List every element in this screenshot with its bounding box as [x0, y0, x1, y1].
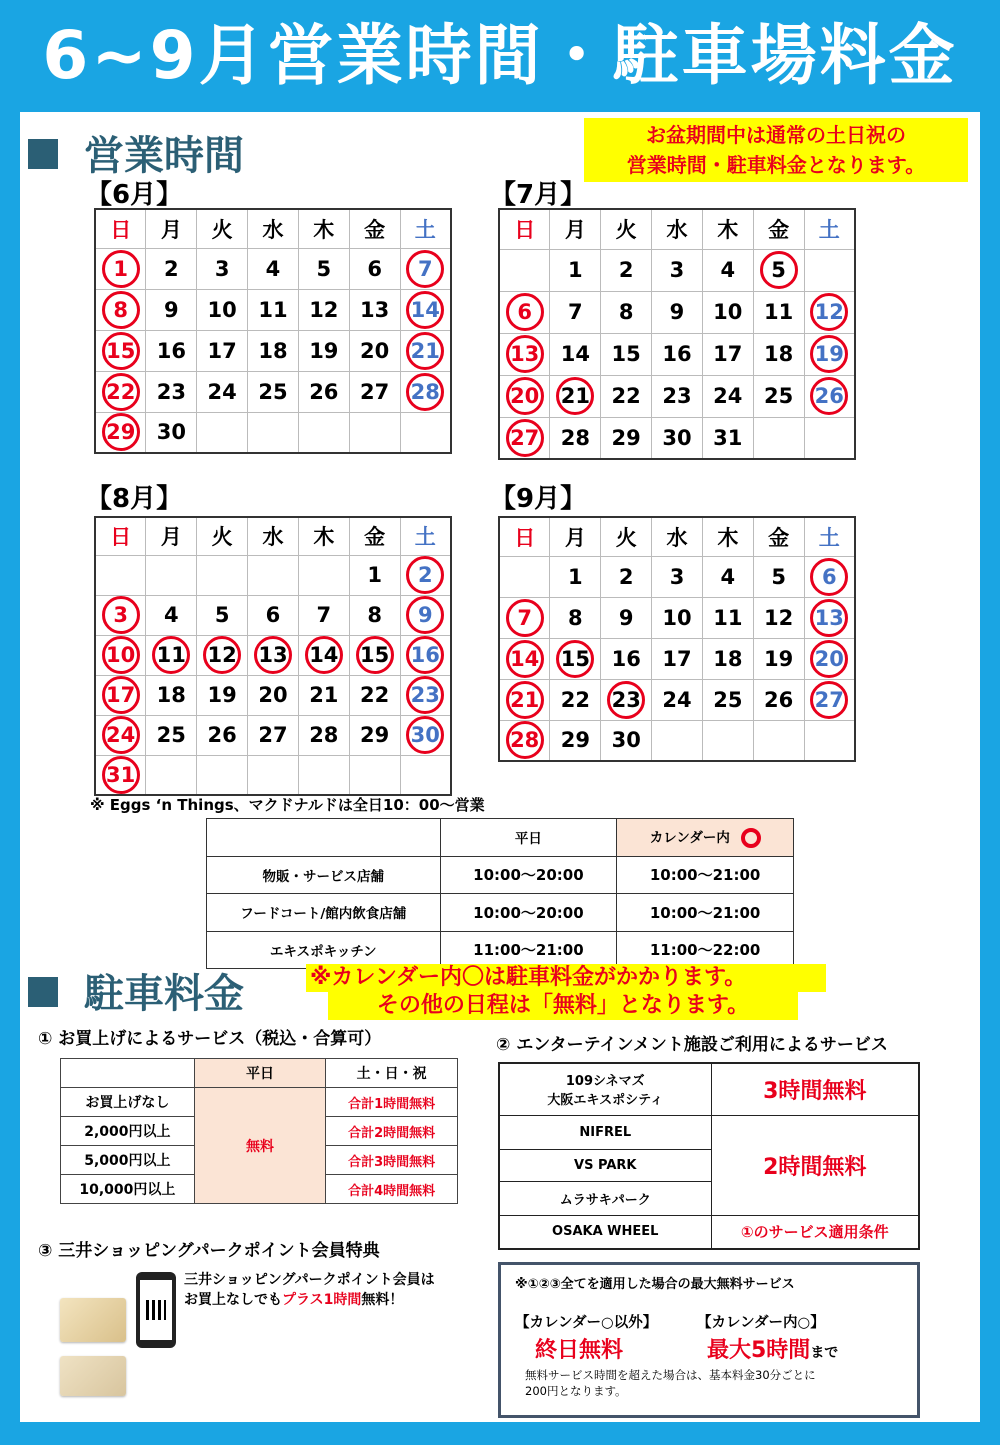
calendar-day	[400, 755, 451, 795]
calendar-day: 24	[197, 371, 248, 412]
circled-day: 19	[810, 335, 848, 373]
circled-day: 23	[406, 676, 444, 714]
purchase-service-table	[60, 1058, 458, 1204]
content-sheet	[20, 112, 980, 1422]
circled-day: 23	[607, 681, 645, 719]
calendar-day	[197, 635, 248, 675]
table-row: エキスポキッチン 11:00～21:00 11:00～22:00	[207, 931, 794, 969]
calendar-day	[499, 333, 550, 375]
circled-day: 6	[506, 293, 544, 331]
calendar-day	[248, 755, 299, 795]
circled-day: 14	[406, 291, 444, 329]
calendar-day	[349, 635, 400, 675]
service1-title: ① お買上げによるサービス（税込・合算可）	[38, 1029, 382, 1049]
calendar-day	[601, 679, 652, 720]
circled-day: 22	[102, 373, 140, 411]
calendar-day	[804, 679, 855, 720]
september-label: 【9月】	[490, 484, 587, 514]
calendar-day: 5	[753, 556, 804, 597]
circled-day: 12	[810, 293, 848, 331]
circled-day: 21	[406, 332, 444, 370]
circled-day: 14	[506, 640, 544, 678]
calendar-day: 18	[146, 675, 197, 715]
calendar-day	[95, 248, 146, 289]
calendar-day	[499, 638, 550, 679]
calendar-day	[550, 638, 601, 679]
calendar-day	[400, 371, 451, 412]
calendar-day	[298, 635, 349, 675]
june-calendar	[94, 208, 452, 454]
calendar-day: 16	[146, 330, 197, 371]
calendar-day: 1	[550, 249, 601, 291]
calendar-day	[95, 555, 146, 595]
calendar-day: 12	[298, 289, 349, 330]
calendar-day	[499, 417, 550, 459]
calendar-day: 2	[601, 249, 652, 291]
circled-day: 24	[102, 716, 140, 754]
calendar-week	[95, 248, 451, 289]
circled-day: 8	[102, 291, 140, 329]
weekday-label: 月	[550, 517, 601, 556]
calendar-day	[95, 755, 146, 795]
circled-day: 15	[556, 640, 594, 678]
calendar-day: 5	[197, 595, 248, 635]
weekday-label: 水	[248, 517, 299, 555]
calendar-week	[95, 715, 451, 755]
service3-title: ③ 三井ショッピングパークポイント会員特典	[38, 1241, 380, 1261]
calendar-day: 6	[349, 248, 400, 289]
calendar-day	[248, 555, 299, 595]
calendar-week	[95, 289, 451, 330]
calendar-day: 25	[753, 375, 804, 417]
service2-title: ② エンターテインメント施設ご利用によるサービス	[496, 1035, 888, 1055]
parking-section-heading: 駐車料金	[28, 962, 244, 1019]
calendar-day	[753, 249, 804, 291]
square-bullet-icon	[28, 139, 58, 169]
calendar-day: 16	[652, 333, 703, 375]
calendar-day: 27	[349, 371, 400, 412]
calendar-day	[400, 555, 451, 595]
page-title: 6~9月営業時間・駐車場料金	[42, 17, 958, 94]
calendar-day	[349, 412, 400, 453]
circled-day: 17	[102, 676, 140, 714]
calendar-week	[499, 597, 855, 638]
circled-day: 26	[810, 377, 848, 415]
weekday-label: 月	[550, 209, 601, 249]
calendar-day: 26	[753, 679, 804, 720]
max-free-box: ※①②③全てを適用した場合の最大無料サービス 【カレンダー○以外】 終日無料 【カレンダー内○】 最大5時間まで 無料サービス時間を超えた場合は、基本料金30分ごとに 200円となります。	[498, 1262, 920, 1418]
point-card-image	[60, 1298, 126, 1342]
calendar-day: 2	[601, 556, 652, 597]
calendar-day	[248, 635, 299, 675]
calendar-day: 8	[601, 291, 652, 333]
circled-day: 31	[102, 756, 140, 794]
calendar-day	[298, 555, 349, 595]
calendar-day: 22	[550, 679, 601, 720]
circled-day: 11	[152, 636, 190, 674]
weekday-label: 土	[400, 517, 451, 555]
calendar-day	[804, 638, 855, 679]
calendar-day: 11	[753, 291, 804, 333]
calendar-week	[499, 333, 855, 375]
calendar-day: 25	[146, 715, 197, 755]
calendar-day: 3	[652, 556, 703, 597]
calendar-day: 19	[298, 330, 349, 371]
calendar-day	[400, 595, 451, 635]
calendar-day	[400, 289, 451, 330]
circled-day: 14	[305, 636, 343, 674]
calendar-day: 4	[702, 556, 753, 597]
calendar-day: 4	[248, 248, 299, 289]
circled-day: 1	[102, 250, 140, 288]
weekday-label: 火	[601, 517, 652, 556]
weekday-label: 水	[248, 209, 299, 248]
calendar-day	[146, 555, 197, 595]
circled-day: 3	[102, 596, 140, 634]
weekday-label: 日	[95, 209, 146, 248]
circled-day: 29	[102, 413, 140, 451]
calendar-day	[95, 675, 146, 715]
calendar-day: 18	[753, 333, 804, 375]
calendar-day	[804, 417, 855, 459]
circled-day: 2	[406, 556, 444, 594]
weekday-label: 木	[702, 517, 753, 556]
calendar-day: 29	[550, 720, 601, 761]
weekday-label: 日	[499, 517, 550, 556]
calendar-day: 11	[702, 597, 753, 638]
calendar-day: 13	[349, 289, 400, 330]
calendar-weekday-header	[95, 517, 451, 555]
calendar-week	[95, 595, 451, 635]
calendar-day	[499, 720, 550, 761]
calendar-day: 29	[349, 715, 400, 755]
calendar-day: 30	[601, 720, 652, 761]
calendar-day	[400, 675, 451, 715]
circled-day: 15	[356, 636, 394, 674]
weekday-label: 月	[146, 517, 197, 555]
calendar-day	[499, 291, 550, 333]
weekday-label: 木	[298, 209, 349, 248]
obon-notice: お盆期間中は通常の土日祝の 営業時間・駐車料金となります。	[584, 118, 968, 182]
table-row: VS PARK	[499, 1149, 919, 1181]
calendar-day: 26	[298, 371, 349, 412]
circled-day: 28	[406, 373, 444, 411]
calendar-week	[95, 330, 451, 371]
hours-section-heading: 営業時間	[28, 124, 244, 181]
calendar-day: 15	[601, 333, 652, 375]
calendar-day	[753, 417, 804, 459]
calendar-day: 8	[349, 595, 400, 635]
weekday-label: 土	[804, 209, 855, 249]
calendar-day	[499, 375, 550, 417]
calendar-day: 26	[197, 715, 248, 755]
calendar-day: 24	[702, 375, 753, 417]
calendar-day: 23	[652, 375, 703, 417]
calendar-day: 8	[550, 597, 601, 638]
table-row: OSAKA WHEEL ①のサービス適用条件	[499, 1215, 919, 1249]
gold-card-image	[60, 1356, 126, 1396]
weekday-label: 木	[702, 209, 753, 249]
weekday-label: 金	[753, 517, 804, 556]
circled-day: 21	[506, 681, 544, 719]
calendar-day	[753, 720, 804, 761]
circled-day: 7	[506, 599, 544, 637]
calendar-day	[197, 755, 248, 795]
weekday-label: 日	[95, 517, 146, 555]
calendar-day	[804, 291, 855, 333]
hours-table	[206, 818, 794, 969]
weekday-label: 水	[652, 517, 703, 556]
calendar-day	[400, 412, 451, 453]
red-circle-icon	[741, 828, 761, 848]
circled-day: 12	[203, 636, 241, 674]
parking-notice-2: その他の日程は「無料」となります。	[328, 992, 798, 1020]
calendar-day	[550, 375, 601, 417]
calendar-day: 27	[248, 715, 299, 755]
circled-day: 27	[810, 681, 848, 719]
calendar-day	[804, 720, 855, 761]
weekday-label: 金	[753, 209, 804, 249]
calendar-day: 23	[146, 371, 197, 412]
circled-day: 13	[810, 599, 848, 637]
calendar-day: 6	[248, 595, 299, 635]
calendar-day	[197, 412, 248, 453]
july-calendar	[498, 208, 856, 460]
september-calendar	[498, 516, 856, 762]
circled-day: 5	[760, 251, 798, 289]
calendar-day	[499, 679, 550, 720]
table-row: NIFREL 2時間無料	[499, 1115, 919, 1149]
calendar-day	[95, 330, 146, 371]
calendar-week	[95, 635, 451, 675]
calendar-day: 12	[753, 597, 804, 638]
calendar-day	[499, 597, 550, 638]
circled-day: 7	[406, 250, 444, 288]
circled-day: 6	[810, 558, 848, 596]
calendar-week	[95, 755, 451, 795]
calendar-week	[499, 638, 855, 679]
calendar-day: 25	[248, 371, 299, 412]
weekday-label: 木	[298, 517, 349, 555]
calendar-day	[400, 248, 451, 289]
calendar-day	[95, 412, 146, 453]
calendar-day	[349, 755, 400, 795]
august-label: 【8月】	[86, 484, 183, 514]
circled-day: 30	[406, 716, 444, 754]
calendar-day	[804, 333, 855, 375]
june-label: 【6月】	[86, 180, 183, 210]
calendar-day: 30	[146, 412, 197, 453]
calendar-day: 22	[349, 675, 400, 715]
weekday-label: 金	[349, 209, 400, 248]
calendar-week	[95, 555, 451, 595]
calendar-week	[499, 720, 855, 761]
calendar-day: 17	[197, 330, 248, 371]
calendar-day: 1	[349, 555, 400, 595]
hours-table-header: 平日 カレンダー内	[207, 819, 794, 857]
table-row: 物販・サービス店舗 10:00～20:00 10:00～21:00	[207, 856, 794, 894]
parking-notice-1: ※カレンダー内〇は駐車料金がかかります。	[306, 964, 826, 992]
calendar-day: 10	[702, 291, 753, 333]
weekday-label: 月	[146, 209, 197, 248]
circled-day: 28	[506, 721, 544, 759]
calendar-day	[248, 412, 299, 453]
calendar-day: 2	[146, 248, 197, 289]
calendar-weekday-header	[499, 209, 855, 249]
calendar-week	[499, 417, 855, 459]
table-row: 5,000円以上 合計3時間無料	[61, 1146, 458, 1175]
calendar-week	[499, 556, 855, 597]
calendar-day: 30	[652, 417, 703, 459]
calendar-day: 31	[702, 417, 753, 459]
calendar-day	[702, 720, 753, 761]
calendar-day	[146, 755, 197, 795]
weekday-label: 火	[197, 209, 248, 248]
calendar-week	[499, 375, 855, 417]
calendar-day	[95, 371, 146, 412]
table-row: 109シネマズ 大阪エキスポシティ 3時間無料	[499, 1063, 919, 1115]
calendar-day: 5	[298, 248, 349, 289]
calendar-day	[804, 597, 855, 638]
calendar-day: 1	[550, 556, 601, 597]
calendar-day: 4	[146, 595, 197, 635]
circled-day: 15	[102, 332, 140, 370]
square-bullet-icon	[28, 977, 58, 1007]
calendar-week	[499, 249, 855, 291]
eggs-note: ※ Eggs ‘n Things、マクドナルドは全日10：00～営業	[90, 796, 485, 814]
calendar-day: 9	[652, 291, 703, 333]
qr-code-icon	[140, 1280, 172, 1340]
calendar-day	[197, 555, 248, 595]
calendar-day	[95, 595, 146, 635]
calendar-day: 22	[601, 375, 652, 417]
calendar-day: 14	[550, 333, 601, 375]
calendar-day: 3	[652, 249, 703, 291]
calendar-day: 7	[550, 291, 601, 333]
calendar-day: 4	[702, 249, 753, 291]
calendar-day: 18	[248, 330, 299, 371]
calendar-day: 11	[248, 289, 299, 330]
calendar-day	[400, 635, 451, 675]
calendar-weekday-header	[499, 517, 855, 556]
calendar-day	[499, 249, 550, 291]
calendar-day: 25	[702, 679, 753, 720]
calendar-day	[298, 755, 349, 795]
calendar-day: 18	[702, 638, 753, 679]
weekday-label: 土	[804, 517, 855, 556]
calendar-day	[804, 375, 855, 417]
calendar-day	[95, 289, 146, 330]
circled-day: 13	[254, 636, 292, 674]
smartphone-icon	[136, 1272, 176, 1348]
circled-day: 20	[506, 377, 544, 415]
weekday-label: 火	[197, 517, 248, 555]
table-row: 2,000円以上 合計2時間無料	[61, 1117, 458, 1146]
weekday-label: 水	[652, 209, 703, 249]
calendar-day: 28	[298, 715, 349, 755]
calendar-day: 17	[702, 333, 753, 375]
calendar-day: 9	[601, 597, 652, 638]
july-label: 【7月】	[490, 180, 587, 210]
calendar-day	[146, 635, 197, 675]
calendar-day: 16	[601, 638, 652, 679]
table-row: お買上げなし 無料 合計1時間無料	[61, 1088, 458, 1117]
circled-day: 13	[506, 335, 544, 373]
august-calendar	[94, 516, 452, 796]
weekday-label: 火	[601, 209, 652, 249]
calendar-week	[499, 291, 855, 333]
calendar-day: 3	[197, 248, 248, 289]
calendar-day	[804, 249, 855, 291]
calendar-day	[652, 720, 703, 761]
circled-day: 27	[506, 419, 544, 457]
calendar-day: 28	[550, 417, 601, 459]
calendar-week	[499, 679, 855, 720]
calendar-day: 29	[601, 417, 652, 459]
calendar-week	[95, 371, 451, 412]
calendar-day: 20	[349, 330, 400, 371]
calendar-week	[95, 412, 451, 453]
calendar-day	[499, 556, 550, 597]
weekday-label: 土	[400, 209, 451, 248]
calendar-week	[95, 675, 451, 715]
calendar-day	[400, 715, 451, 755]
entertainment-service-table	[498, 1062, 920, 1250]
calendar-day: 20	[248, 675, 299, 715]
circled-day: 16	[406, 636, 444, 674]
calendar-day: 10	[197, 289, 248, 330]
calendar-day: 19	[197, 675, 248, 715]
table-row: ムラサキパーク	[499, 1181, 919, 1215]
member-benefit-text: 三井ショッピングパークポイント会員は お買上なしでもプラス1時間無料！	[184, 1272, 435, 1308]
table-row: フードコート/館内飲食店舗 10:00～20:00 10:00～21:00	[207, 894, 794, 932]
calendar-day: 10	[652, 597, 703, 638]
weekday-label: 日	[499, 209, 550, 249]
calendar-day	[298, 412, 349, 453]
calendar-day: 24	[652, 679, 703, 720]
circled-day: 10	[102, 636, 140, 674]
circled-day: 9	[406, 596, 444, 634]
calendar-day	[95, 715, 146, 755]
calendar-day	[400, 330, 451, 371]
calendar-day: 21	[298, 675, 349, 715]
circled-day: 21	[556, 377, 594, 415]
weekday-label: 金	[349, 517, 400, 555]
circled-day: 20	[810, 640, 848, 678]
table-row: 平日 土・日・祝	[61, 1059, 458, 1088]
calendar-day	[95, 635, 146, 675]
calendar-day: 17	[652, 638, 703, 679]
calendar-day: 7	[298, 595, 349, 635]
calendar-day	[804, 556, 855, 597]
calendar-day: 19	[753, 638, 804, 679]
calendar-day: 9	[146, 289, 197, 330]
calendar-weekday-header	[95, 209, 451, 248]
table-row: 10,000円以上 合計4時間無料	[61, 1175, 458, 1204]
